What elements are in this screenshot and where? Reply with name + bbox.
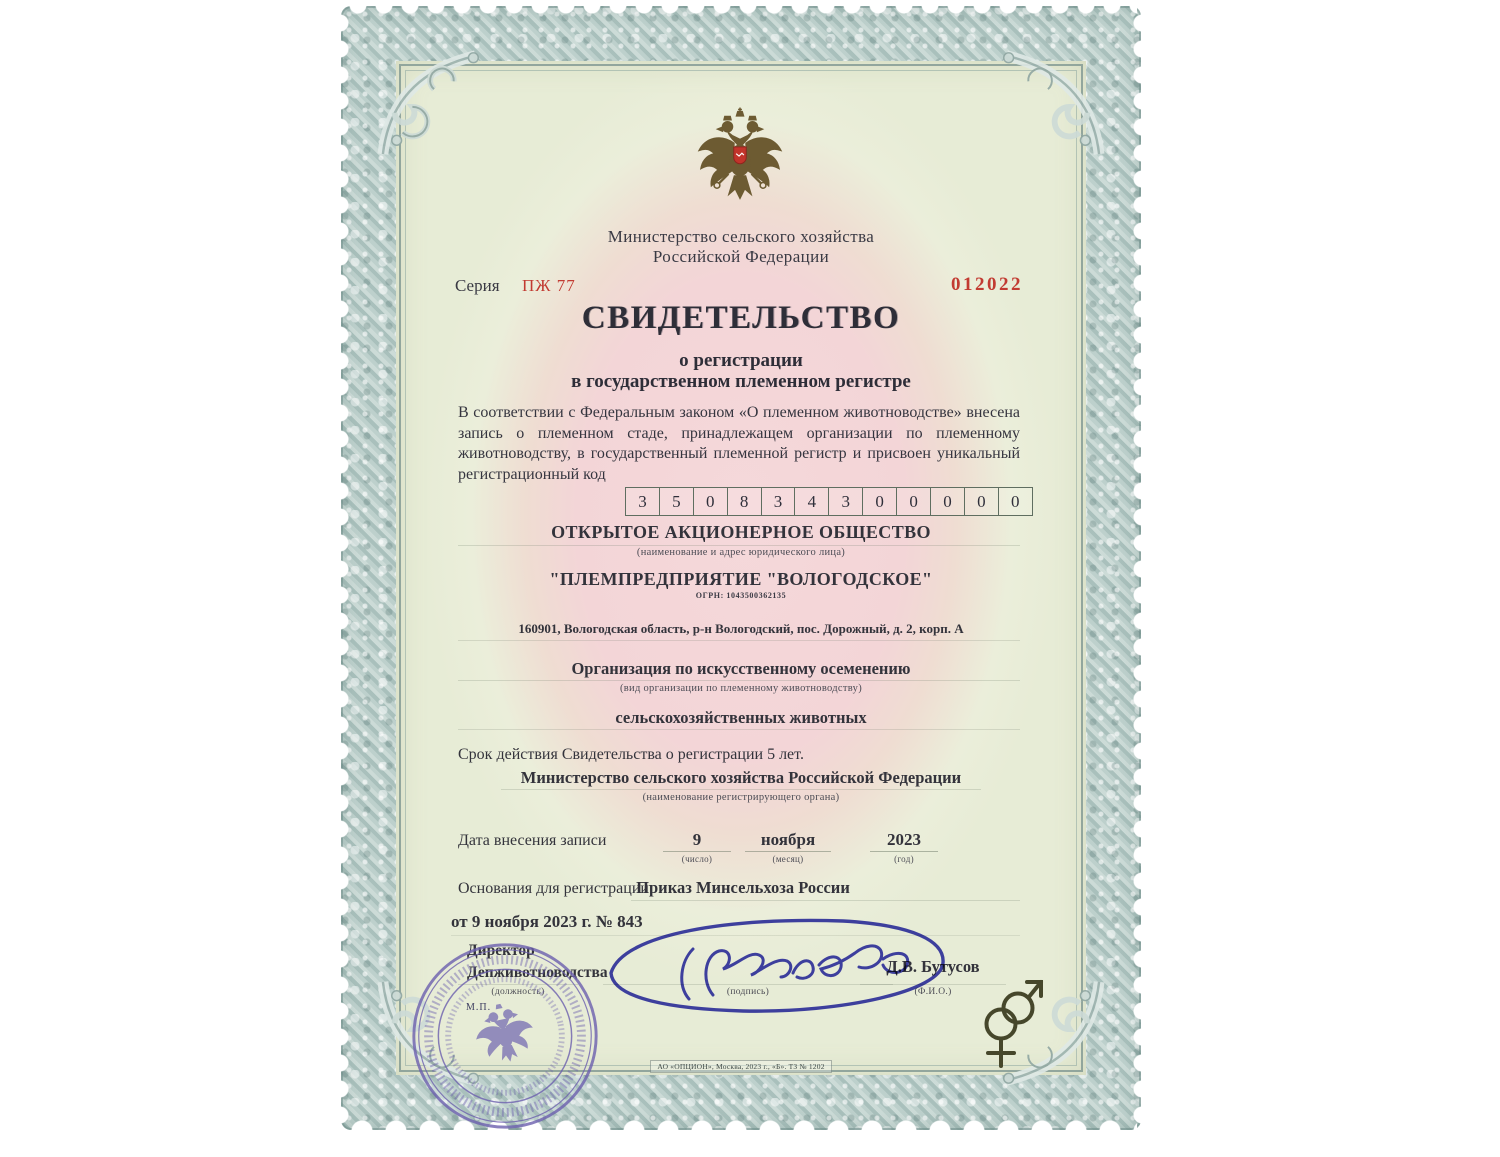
code-digit: 0 [999,487,1033,516]
signer-name: Д.В. Бутусов [886,957,980,976]
code-digit: 0 [965,487,999,516]
record-date-day: 9 [692,830,702,849]
org-kind-caption: (вид организации по племенному животноводству) [619,683,863,694]
code-digit: 4 [795,487,829,516]
fill-line [663,851,731,852]
document-subtitle-1: о регистрации [679,350,803,371]
code-digit: 3 [625,487,660,516]
org-kind-line2: сельскохозяйственных животных [615,708,867,727]
code-digit: 0 [863,487,897,516]
fill-line [458,729,1020,730]
ministry-header-line1: Министерство сельского хозяйства [607,227,875,246]
fill-line [458,680,1020,681]
code-digit: 0 [694,487,728,516]
printer-imprint: АО «ОПЦИОН», Москва, 2023 г., «Б». ТЗ № 1202 [650,1060,831,1073]
organization-name: "ПЛЕМПРЕДПРИЯТИЕ "ВОЛОГОДСКОЕ" [549,569,933,589]
code-digit: 8 [728,487,762,516]
record-date-day-caption: (число) [681,854,713,864]
official-round-stamp [389,920,621,1152]
organization-legal-form: ОТКРЫТОЕ АКЦИОНЕРНОЕ ОБЩЕСТВО [551,522,931,542]
signer-name-caption: (Ф.И.О.) [914,987,952,997]
record-date-year-caption: (год) [894,854,914,864]
fill-line [501,789,981,790]
seal-place-mark: М.П. [466,1002,492,1013]
fill-line [458,640,1020,641]
organization-address: 160901, Вологодская область, р-н Вологодский, пос. Дорожный, д. 2, корп. А [518,621,964,636]
ministry-header-line2: Российской Федерации [652,247,830,266]
certificate-content [341,6,1141,1130]
code-digit: 0 [897,487,931,516]
male-female-interlocked-icon [971,974,1047,1078]
registering-authority-caption: (наименование регистрирующего органа) [642,792,840,803]
fill-line [745,851,831,852]
organization-name-caption: (наименование и адрес юридического лица) [636,547,846,558]
record-date-month: ноября [760,830,816,849]
signer-position-line2: Депживотноводства [467,964,608,981]
fill-line [870,851,938,852]
code-digit: 0 [931,487,965,516]
record-date-month-caption: (месяц) [772,854,804,864]
validity-text: Срок действия Свидетельства о регистрации 5 лет. [458,746,804,763]
code-digit: 3 [762,487,796,516]
basis-order-line: от 9 ноября 2023 г. № 843 [451,912,643,931]
registering-authority: Министерство сельского хозяйства Российской Федерации [520,768,962,787]
basis-value: Приказ Минсельхоза России [636,878,850,897]
code-digit: 3 [829,487,863,516]
certificate-sheet [341,6,1141,1130]
series-value: ПЖ 77 [522,276,576,295]
basis-label: Основания для регистрации [458,880,649,897]
series-label: Серия [455,276,500,295]
fill-line [631,900,1020,901]
registration-code-row [625,487,1033,516]
body-paragraph: В соответствии с Федеральным законом «О племенном животноводстве» внесена запись о племенном стаде, принадлежащем организации по племенному животноводству, в государственный племенной регистр и присвоен уникальный регистрационный код [458,404,1020,483]
certificate-number: 012022 [951,274,1023,295]
code-digit: 5 [660,487,694,516]
handwritten-signature [593,911,963,1021]
signer-position-line1: Директор [467,942,535,959]
record-date-year: 2023 [887,830,921,849]
document-subtitle-2: в государственном племенном регистре [571,371,911,392]
org-kind-line1: Организация по искусственному осеменению [571,659,911,678]
record-date-label: Дата внесения записи [458,832,607,849]
signer-position-caption: (должность) [491,987,545,997]
russia-coat-of-arms-icon [692,104,788,234]
document-title: СВИДЕТЕЛЬСТВО [581,300,901,336]
signature-caption: (подпись) [726,987,770,997]
fill-line [458,545,1020,546]
organization-ogrn: ОГРН: 1043500362135 [695,591,787,600]
